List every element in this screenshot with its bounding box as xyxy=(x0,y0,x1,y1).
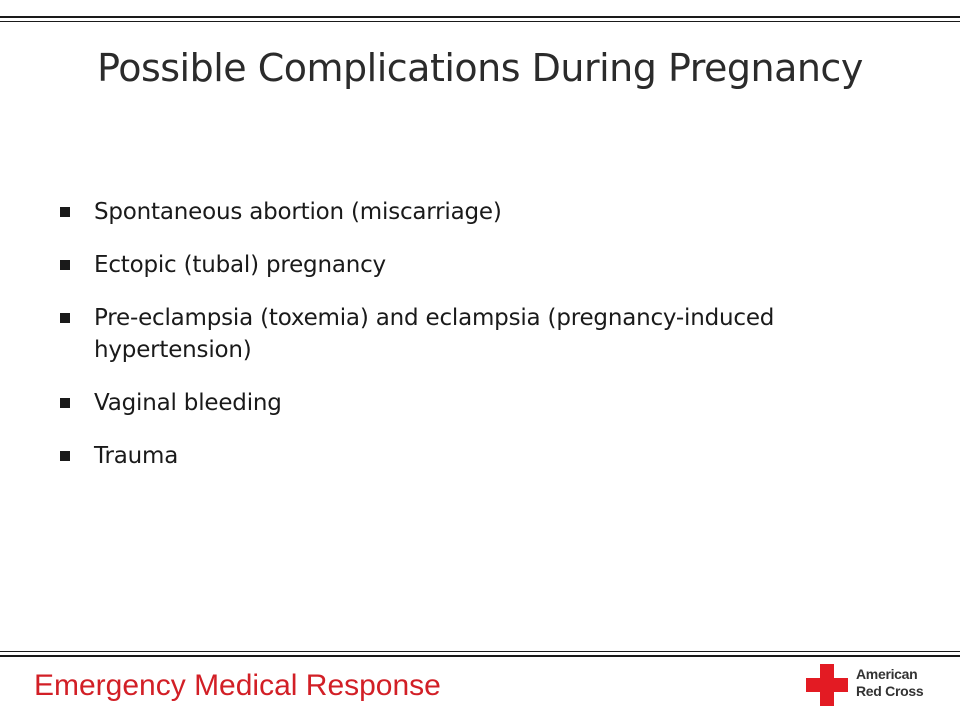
square-bullet-icon xyxy=(60,260,70,270)
top-rule-thick xyxy=(0,16,960,18)
bullet-list xyxy=(58,196,898,493)
american-red-cross-logo xyxy=(806,664,936,708)
logo-line-2: Red Cross xyxy=(856,683,924,699)
square-bullet-icon xyxy=(60,451,70,461)
bullet-item xyxy=(58,196,898,228)
top-rule-thin xyxy=(0,21,960,22)
course-name: Emergency Medical Response xyxy=(34,669,441,702)
bottom-rule-thick xyxy=(0,655,960,657)
bullet-item xyxy=(58,302,898,366)
bullet-item xyxy=(58,440,898,472)
bullet-text: Vaginal bleeding xyxy=(94,390,282,416)
logo-wordmark xyxy=(856,666,923,700)
square-bullet-icon xyxy=(60,207,70,217)
bullet-item xyxy=(58,249,898,281)
bullet-text: Trauma xyxy=(94,443,179,469)
square-bullet-icon xyxy=(60,398,70,408)
logo-line-1: American xyxy=(856,666,918,682)
square-bullet-icon xyxy=(60,313,70,323)
bullet-text: Pre-eclampsia (toxemia) and eclampsia (pregnancy-induced hypertension) xyxy=(94,305,775,363)
bullet-text: Ectopic (tubal) pregnancy xyxy=(94,252,386,278)
bullet-item xyxy=(58,387,898,419)
bullet-text: Spontaneous abortion (miscarriage) xyxy=(94,199,502,225)
bottom-rule-thin xyxy=(0,651,960,652)
slide-title: Possible Complications During Pregnancy xyxy=(97,46,863,90)
